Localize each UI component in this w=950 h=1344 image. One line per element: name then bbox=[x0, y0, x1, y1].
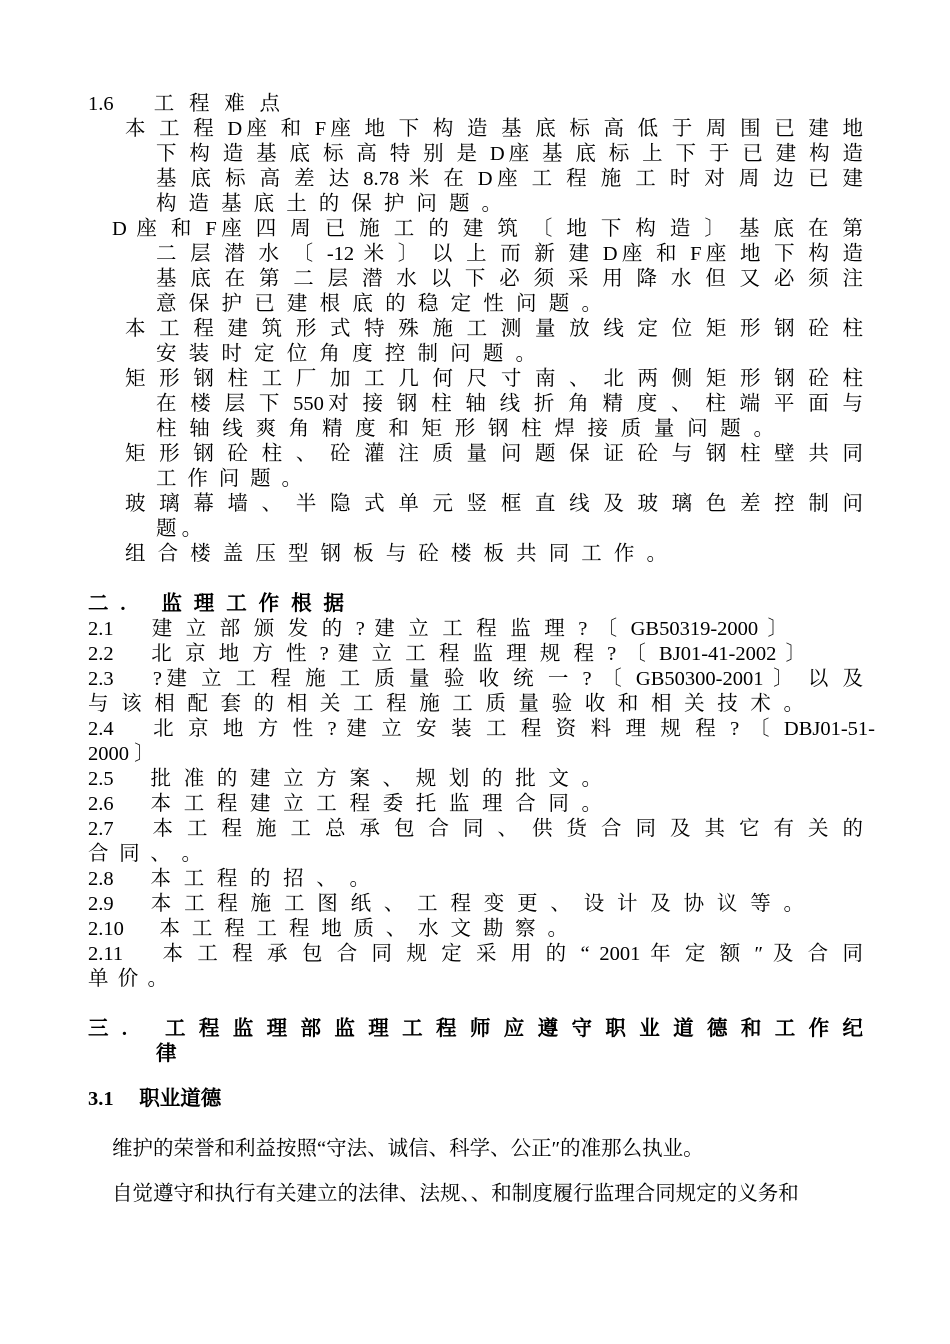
text-line bbox=[0, 241, 950, 267]
text-line bbox=[0, 391, 950, 417]
text-line bbox=[0, 466, 950, 492]
text-line bbox=[0, 641, 950, 667]
text-line bbox=[0, 266, 950, 292]
text-line bbox=[0, 416, 950, 442]
text-line-content: 2.5 批 准 的 建 立 方 案 、 规 划 的 批 文 。 bbox=[88, 768, 602, 790]
text-line bbox=[0, 191, 950, 217]
text-line-content: 本 工 程 建 筑 形 式 特 殊 施 工 测 量 放 线 定 位 矩 形 钢 砼 柱 bbox=[125, 318, 863, 340]
text-line-content: 2.7 本 工 程 施 工 总 承 包 合 同 、 供 货 合 同 及 其 它 有 关 的 bbox=[88, 818, 863, 840]
text-line bbox=[0, 616, 950, 642]
text-line-content: 2.2 北 京 地 方 性 ? 建 立 工 程 监 理 规 程 ? 〔 BJ01-41-2002 〕 bbox=[88, 643, 806, 665]
text-line-content: 3.1 职业道德 bbox=[88, 1088, 222, 1110]
text-line bbox=[0, 791, 950, 817]
text-line-content: 自觉遵守和执行有关建立的法律、法规、、和制度履行监理合同规定的义务和 bbox=[112, 1183, 799, 1205]
text-line bbox=[0, 1086, 950, 1112]
text-line bbox=[0, 516, 950, 542]
text-line bbox=[0, 816, 950, 842]
text-line bbox=[0, 716, 950, 742]
text-line-content: 二 . 监 理 工 作 根 据 bbox=[88, 593, 344, 615]
text-line-content: 矩 形 钢 柱 工 厂 加 工 几 何 尺 寸 南 、 北 两 侧 矩 形 钢 砼 柱 bbox=[125, 368, 863, 390]
text-line-content: 意 保 护 已 建 根 底 的 稳 定 性 问 题 。 bbox=[156, 293, 602, 315]
text-line-content: 律 bbox=[156, 1043, 177, 1065]
text-line-content: 三 . 工 程 监 理 部 监 理 工 程 师 应 遵 守 职 业 道 德 和 工 作 纪 bbox=[88, 1018, 863, 1040]
text-line bbox=[0, 841, 950, 867]
text-line-content: 构 造 基 底 土 的 保 护 问 题 。 bbox=[156, 193, 502, 215]
text-line-content: 2.3 ?建 立 工 程 施 工 质 量 验 收 统 一 ? 〔 GB50300-2001 〕 以 及 bbox=[88, 668, 863, 690]
text-line-content: D 座 和 F座 四 周 已 施 工 的 建 筑 〔 地 下 构 造 〕 基 底 在 第 bbox=[112, 218, 863, 240]
text-line bbox=[0, 591, 950, 617]
text-line-content: 1.6 工 程 难 点 bbox=[88, 93, 280, 115]
text-line-content: 2.4 北 京 地 方 性 ? 建 立 安 装 工 程 资 料 理 规 程 ? 〔 DBJ01-51- bbox=[88, 718, 875, 740]
text-line bbox=[0, 1016, 950, 1042]
text-line bbox=[0, 1181, 950, 1207]
text-line-content: 2000 〕 bbox=[88, 743, 155, 765]
text-line-content: 基 底 标 高 差 达 8.78 米 在 D座 工 程 施 工 时 对 周 边 已 建 bbox=[156, 168, 863, 190]
text-line-content: 工 作 问 题 。 bbox=[156, 468, 302, 490]
text-line bbox=[0, 166, 950, 192]
text-line bbox=[0, 441, 950, 467]
text-line-content: 组 合 楼 盖 压 型 钢 板 与 砼 楼 板 共 同 工 作 。 bbox=[125, 543, 667, 565]
text-line bbox=[0, 491, 950, 517]
text-line bbox=[0, 541, 950, 567]
text-line bbox=[0, 941, 950, 967]
text-line-content: 与 该 相 配 套 的 相 关 工 程 施 工 质 量 验 收 和 相 关 技 术 。 bbox=[88, 693, 804, 715]
text-line-content: 本 工 程 D座 和 F座 地 下 构 造 基 底 标 高 低 于 周 围 已 建 地 bbox=[125, 118, 863, 140]
text-line bbox=[0, 966, 950, 992]
text-line-content: 基 底 在 第 二 层 潜 水 以 下 必 须 采 用 降 水 但 又 必 须 注 bbox=[156, 268, 863, 290]
text-line-content: 题 。 bbox=[156, 518, 203, 540]
text-line bbox=[0, 691, 950, 717]
text-line bbox=[0, 866, 950, 892]
text-line bbox=[0, 291, 950, 317]
text-line bbox=[0, 666, 950, 692]
text-line bbox=[0, 916, 950, 942]
text-line bbox=[0, 766, 950, 792]
text-line-content: 2.11 本 工 程 承 包 合 同 规 定 采 用 的 “ 2001 年 定 额 ″ 及 合 同 bbox=[88, 943, 863, 965]
text-line bbox=[0, 341, 950, 367]
text-line-content: 在 楼 层 下 550对 接 钢 柱 轴 线 折 角 精 度 、 柱 端 平 面 与 bbox=[156, 393, 863, 415]
text-line-content: 合 同 、 。 bbox=[88, 843, 202, 865]
text-line bbox=[0, 91, 950, 117]
text-line-content: 2.10 本 工 程 工 程 地 质 、 水 文 勘 察 。 bbox=[88, 918, 568, 940]
text-line-content: 2.8 本 工 程 的 招 、 。 bbox=[88, 868, 370, 890]
text-line-content: 二 层 潜 水 〔 -12 米 〕 以 上 而 新 建 D座 和 F座 地 下 构 造 bbox=[156, 243, 863, 265]
text-line-content: 2.9 本 工 程 施 工 图 纸 、 工 程 变 更 、 设 计 及 协 议 等 。 bbox=[88, 893, 804, 915]
text-line-content: 安 装 时 定 位 角 度 控 制 问 题 。 bbox=[156, 343, 536, 365]
text-line bbox=[0, 891, 950, 917]
text-line-content: 单 价 。 bbox=[88, 968, 168, 990]
text-line-content: 维护的荣誉和利益按照“守法、诚信、科学、公正″的准那么执业。 bbox=[112, 1138, 704, 1160]
text-line bbox=[0, 216, 950, 242]
text-line bbox=[0, 741, 950, 767]
text-line bbox=[0, 1136, 950, 1162]
text-line bbox=[0, 1041, 950, 1067]
text-line bbox=[0, 366, 950, 392]
text-line-content: 2.6 本 工 程 建 立 工 程 委 托 监 理 合 同 。 bbox=[88, 793, 602, 815]
text-line bbox=[0, 141, 950, 167]
text-line bbox=[0, 316, 950, 342]
text-line-content: 2.1 建 立 部 颁 发 的 ? 建 立 工 程 监 理 ? 〔 GB50319-2000 〕 bbox=[88, 618, 788, 640]
text-line-content: 柱 轴 线 爽 角 精 度 和 矩 形 钢 柱 焊 接 质 量 问 题 。 bbox=[156, 418, 774, 440]
text-line-content: 下 构 造 基 底 标 高 特 别 是 D座 基 底 标 上 下 于 已 建 构 造 bbox=[156, 143, 863, 165]
text-line-content: 矩 形 钢 砼 柱 、 砼 灌 注 质 量 问 题 保 证 砼 与 钢 柱 壁 共 同 bbox=[125, 443, 863, 465]
text-line-content: 玻 璃 幕 墙 、 半 隐 式 单 元 竖 框 直 线 及 玻 璃 色 差 控 制 问 bbox=[125, 493, 863, 515]
text-line bbox=[0, 116, 950, 142]
